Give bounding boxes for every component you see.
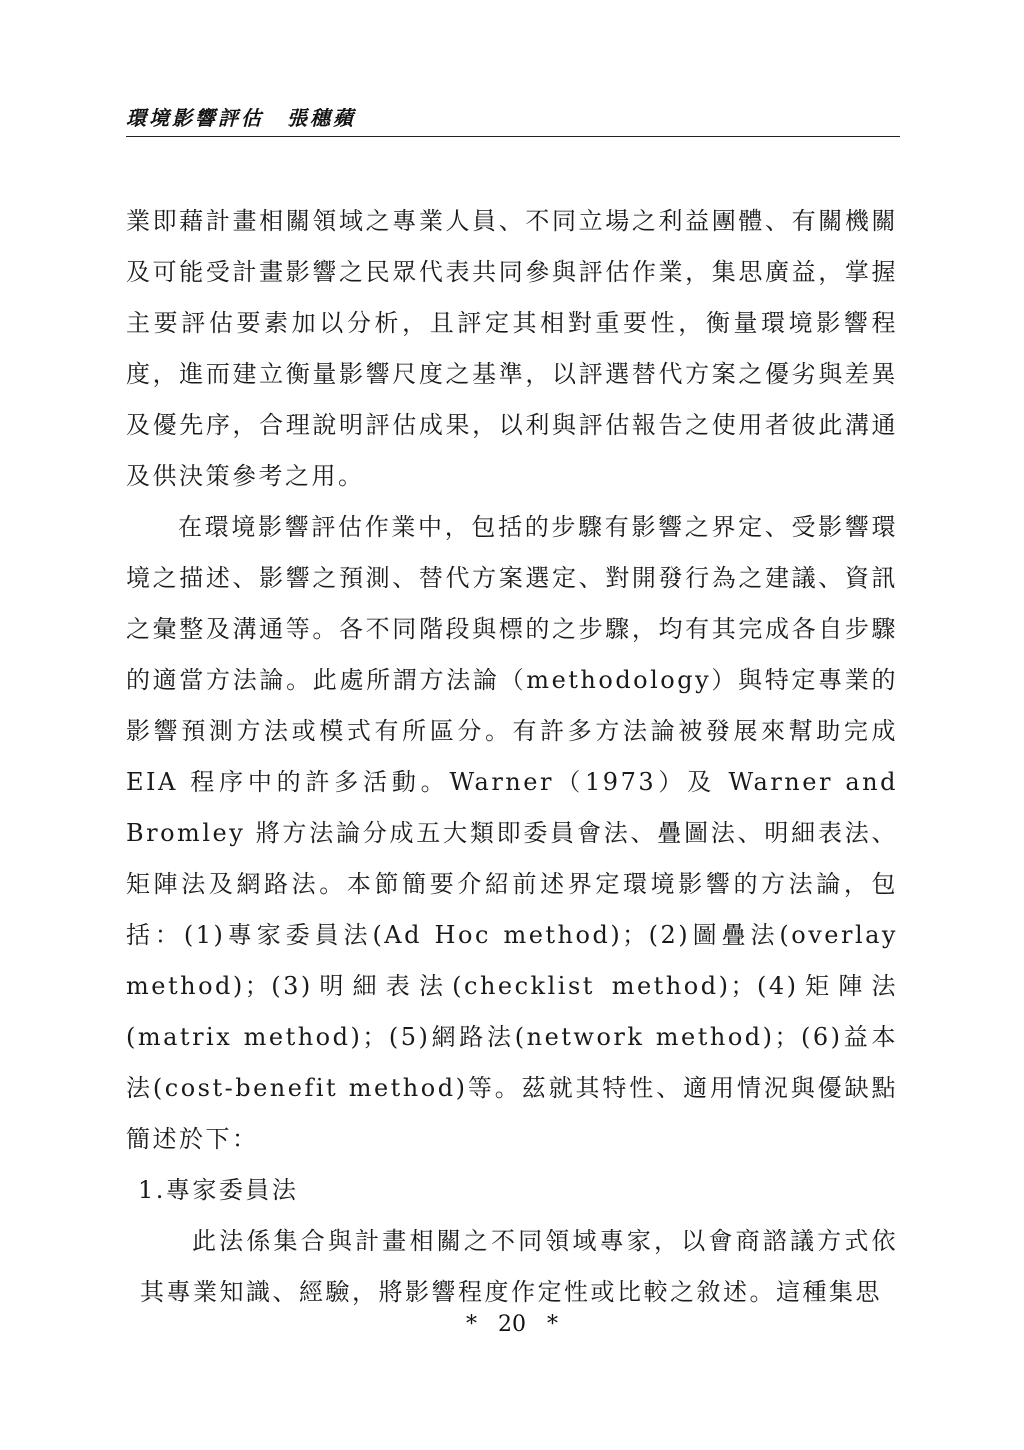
running-header-title: 環境影響評估 張穗蘋 xyxy=(126,106,356,130)
section-heading: 1.專家委員法 xyxy=(138,1176,299,1204)
page-body xyxy=(126,196,898,1318)
body-paragraph-methodology: 在環境影響評估作業中，包括的步驟有影響之界定、受影響環境之描述、影響之預測、替代方案選定、對開發行為之建議、資訊之彙整及溝通等。各不同階段與標的之步驟，均有其完成各自步驟的適當方法論。此處所謂方法論（methodology）與特定專業的影響預測方法或模式有所區分。有許多方法論被發展來幫助完成 EIA 程序中的許多活動。Warner（1973）及 Warner and Bromley 將方法論分成五大類即委員會法、疊圖法、明細表法、矩陣法及網路法。本節簡要介紹前述界定環境影響的方法論，包括：(1)專家委員法(Ad Hoc method)；(2)圖疊法(overlay method)；(3)明細表法(checklist method)；(4)矩陣法(matrix method)；(5)網路法(network method)；(6)益本法(cost-benefit method)等。茲就其特性、適用情況與優缺點簡述於下： xyxy=(126,513,898,1153)
body-paragraph-continued: 業即藉計畫相關領域之專業人員、不同立場之利益團體、有關機關及可能受計畫影響之民眾代表共同參與評估作業，集思廣益，掌握主要評估要素加以分析，且評定其相對重要性，衡量環境影響程度，進而建立衡量影響尺度之基準，以評選替代方案之優劣與差異及優先序，合理說明評估成果，以利與評估報告之使用者彼此溝通及供決策參考之用。 xyxy=(126,207,898,490)
section-paragraph: 此法係集合與計畫相關之不同領域專家，以會商諮議方式依其專業知識、經驗，將影響程度作定性或比較之敘述。這種集思 xyxy=(140,1227,898,1306)
page-header xyxy=(126,106,900,137)
page-number: * 20 * xyxy=(466,1312,558,1337)
